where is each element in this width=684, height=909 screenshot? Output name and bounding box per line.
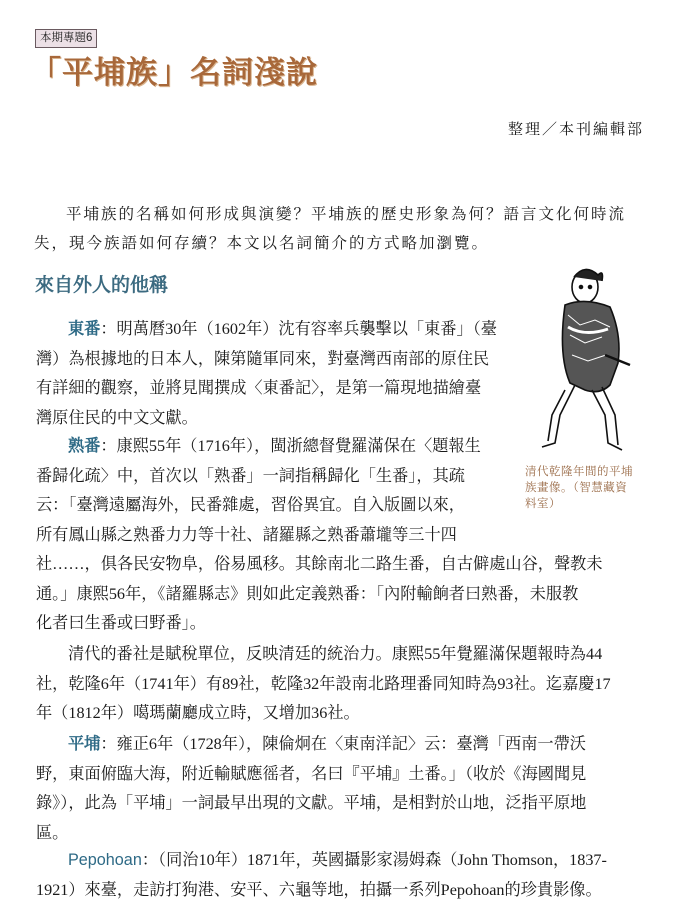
entry-pingpu: 平埔：雍正6年（1728年），陳倫炯在〈東南洋記〉云：臺灣「西南一帶沃 野，東面俯臨大海，附近輸賦應徭者，名曰『平埔』土番。」（收於《海國聞見 錄》），此為「平埔」一詞最早出現的文獻。平埔，是相對於山地，泛指平原地 區。	[36, 735, 587, 842]
article-title: 「平埔族」名詞淺說	[30, 55, 318, 90]
paragraph-fanshe: 清代的番社是賦稅單位，反映清廷的統治力。康熙55年覺羅滿保題報時為44 社，乾隆6年（1741年）有89社，乾隆32年設南北路理番同知時為93社。迄嘉慶17 年（1812年）噶瑪蘭廳成立時，又增加36社。	[36, 645, 611, 722]
article-intro	[34, 200, 654, 258]
entry-dongfan: 東番：明萬曆30年（1602年）沈有容率兵襲擊以「東番」（臺 灣）為根據地的日本人，陳第隨軍同來，對臺灣西南部的原住民 有詳細的觀察，並將見聞撰成〈東番記〉，是第一篇現地描繪臺 灣原住民的中文文獻。	[36, 320, 497, 427]
article-byline: 整理／本刊編輯部	[507, 122, 644, 138]
entry-term: 熟番	[68, 437, 101, 455]
entry-pepohoan: Pepohoan：（同治10年）1871年，英國攝影家湯姆森（John Thomson，1837- 1921）來臺，走訪打狗港、安平、六龜等地，拍攝一系列Pepohoan的珍貴影像。	[36, 851, 607, 899]
figure-caption: 清代乾隆年間的平埔 族畫像。（智慧藏資 料室）	[525, 466, 633, 510]
entry-term: 平埔	[68, 735, 101, 753]
pingpu-portrait-illustration-icon	[530, 265, 650, 460]
figure	[525, 265, 670, 512]
issue-topic-badge: 本期專題6	[35, 29, 97, 48]
entry-term: 東番	[68, 320, 101, 338]
intro-line: 失，現今族語如何存續？本文以名詞簡介的方式略加瀏覽。	[34, 235, 490, 252]
intro-line: 平埔族的名稱如何形成與演變？平埔族的歷史形象為何？語言文化何時流	[66, 206, 627, 223]
section-heading: 來自外人的他稱	[35, 275, 169, 296]
entry-shufan: 熟番：康熙55年（1716年），閩浙總督覺羅滿保在〈題報生 番歸化疏〉中，首次以「熟番」一詞指稱歸化「生番」，其疏 云：「臺灣遠屬海外，民番雜處，習俗異宜。自入版圖以來， 所有鳳山縣之熟番力力等十社、諸羅縣之熟番蕭壠等三十四 社……，俱各民安物阜，俗易風移。其餘南北二路生番，自古僻處山谷，聲教未 通。」康熙56年，《諸羅縣志》則如此定義熟番：「內附輸餉者曰熟番，未服教 化者曰生番或曰野番」。	[36, 437, 603, 632]
entry-term: Pepohoan	[68, 851, 142, 869]
